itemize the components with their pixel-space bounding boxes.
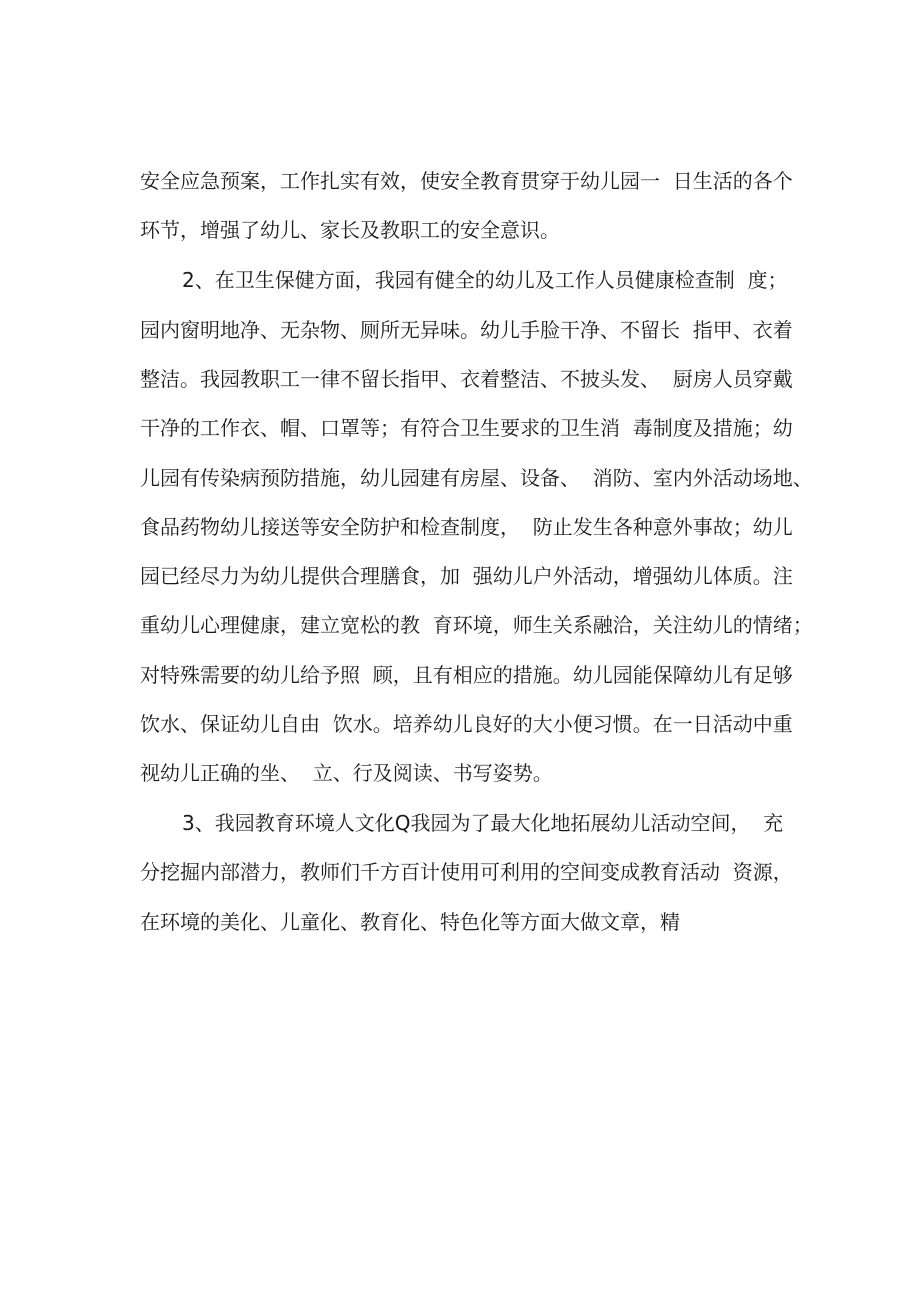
text-line-13: 视幼儿正确的坐、 立、行及阅读、书写姿势。: [140, 761, 553, 785]
text-line-5: 整洁。我园教职工一律不留长指甲、衣着整洁、不披头发、 厨房人员穿戴: [140, 367, 793, 391]
text-line-1: 安全应急预案，工作扎实有效，使安全教育贯穿于幼儿园一 日生活的各个: [140, 169, 793, 193]
text-line-14: 3、我园教育环境人文化Q我园为了最大化地拓展幼儿活动空间， 充: [182, 811, 784, 835]
text-line-15: 分挖掘内部潜力，教师们千方百计使用可利用的空间变成教育活动 资源，: [140, 860, 793, 884]
text-line-12: 饮水、保证幼儿自由 饮水。培养幼儿良好的大小便习惯。在一日活动中重: [140, 712, 793, 736]
text-line-4: 园内窗明地净、无杂物、厕所无异味。幼儿手脸干净、不留长 指甲、衣着: [140, 318, 793, 342]
text-line-6: 干净的工作衣、帽、口罩等；有符合卫生要求的卫生消 毒制度及措施；幼: [140, 416, 793, 440]
text-line-3: 2、在卫生保健方面，我园有健全的幼儿及工作人员健康检查制 度；: [182, 268, 788, 292]
text-line-2: 环节，增强了幼儿、家长及教职工的安全意识。: [140, 218, 560, 242]
text-line-16: 在环境的美化、儿童化、教育化、特色化等方面大做文章，精: [140, 910, 680, 934]
text-line-11: 对特殊需要的幼儿给予照 顾，且有相应的措施。幼儿园能保障幼儿有足够: [140, 663, 793, 687]
text-line-7: 儿园有传染病预防措施，幼儿园建有房屋、设备、 消防、室内外活动场地、: [140, 466, 813, 490]
text-line-8: 食品药物幼儿接送等安全防护和检查制度， 防止发生各种意外事故；幼儿: [140, 515, 793, 539]
text-line-10: 重幼儿心理健康，建立宽松的教 育环境，师生关系融洽，关注幼儿的情绪；: [140, 613, 813, 637]
text-line-9: 园已经尽力为幼儿提供合理膳食，加 强幼儿户外活动，增强幼儿体质。注: [140, 564, 793, 588]
